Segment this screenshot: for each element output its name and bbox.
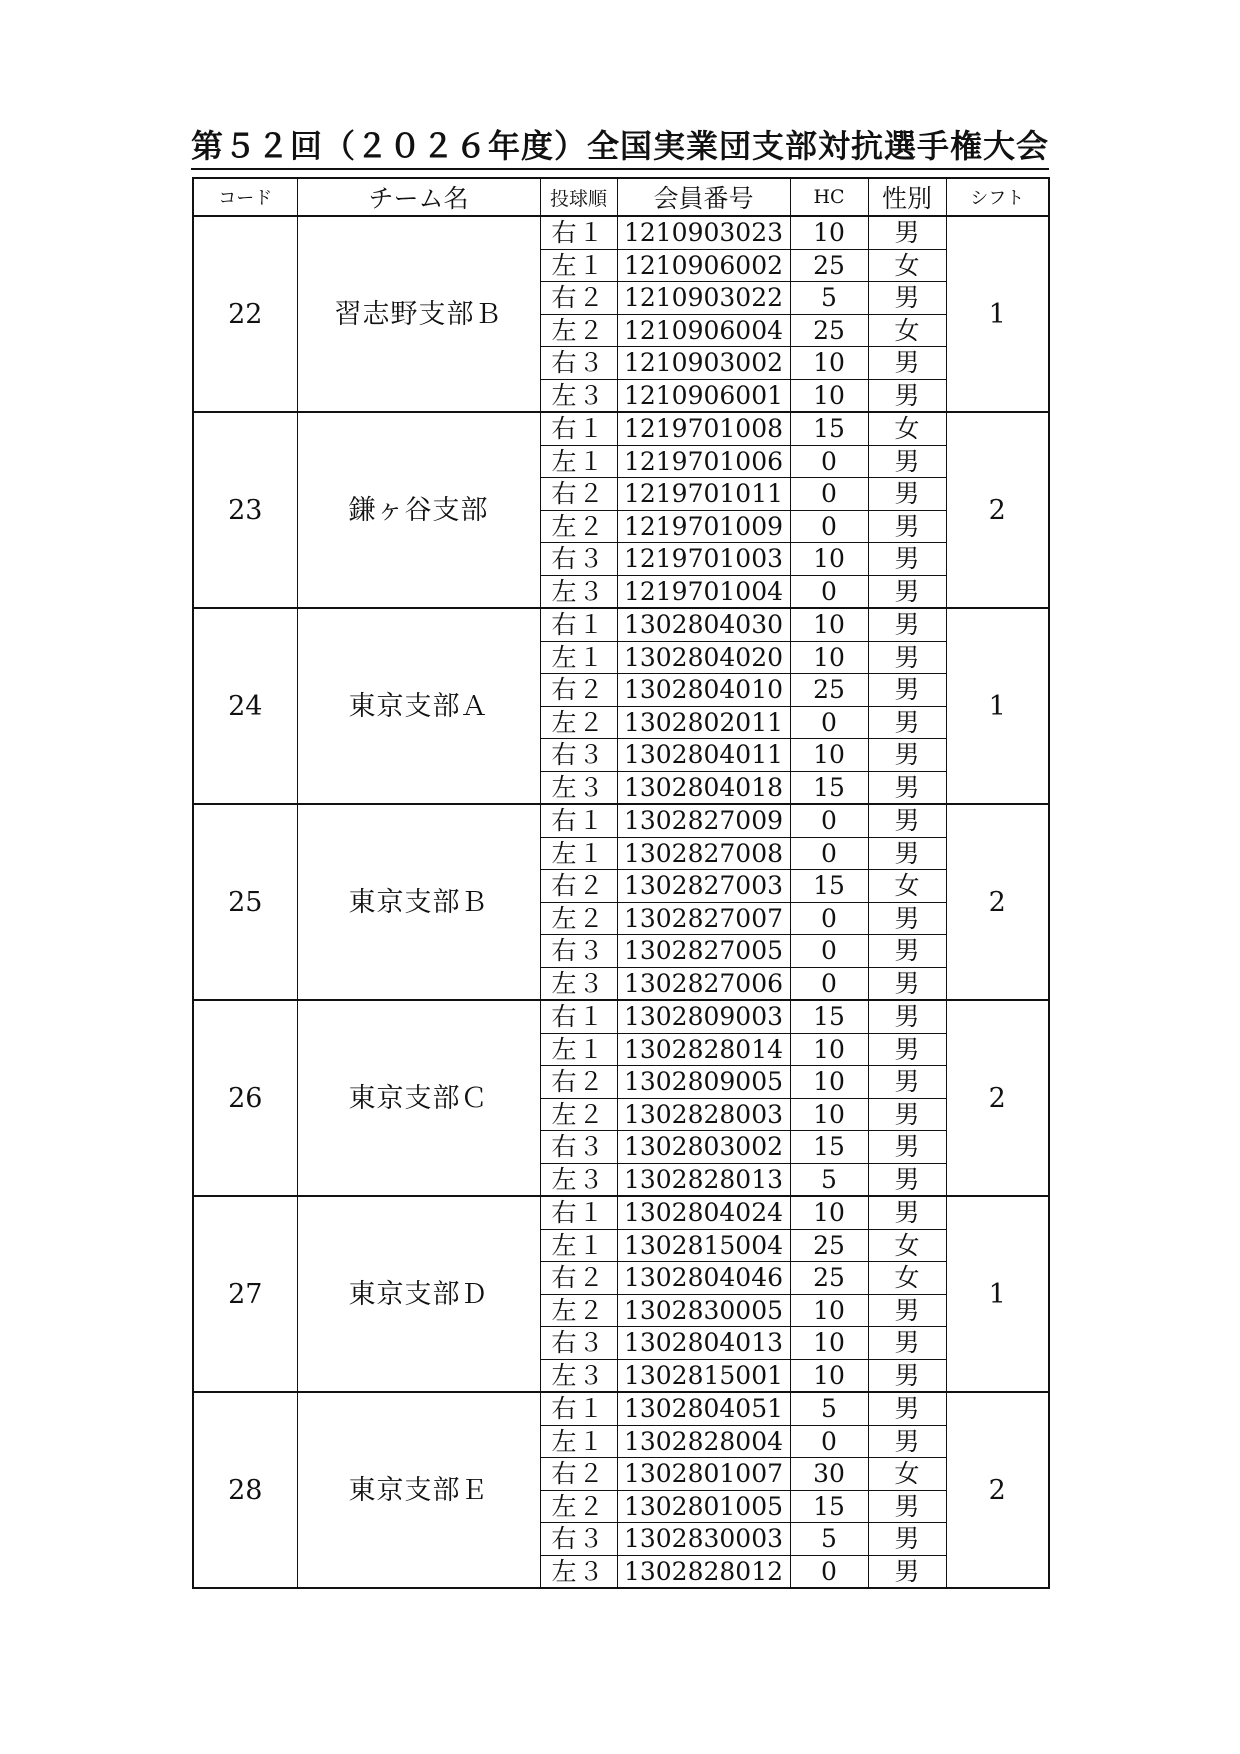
bowling-order: 左１ xyxy=(540,249,617,282)
handicap: 10 xyxy=(790,739,868,772)
gender: 男 xyxy=(868,347,946,380)
shift: 1 xyxy=(946,216,1049,412)
bowling-order: 左２ xyxy=(540,1098,617,1131)
member-number: 1302830003 xyxy=(617,1523,790,1556)
handicap: 0 xyxy=(790,510,868,543)
member-number: 1219701011 xyxy=(617,478,790,511)
bowling-order: 左３ xyxy=(540,575,617,608)
bowling-order: 右３ xyxy=(540,543,617,576)
member-number: 1302815001 xyxy=(617,1359,790,1392)
team-code: 22 xyxy=(193,216,297,412)
bowling-order: 右３ xyxy=(540,739,617,772)
gender: 男 xyxy=(868,804,946,837)
bowling-order: 右２ xyxy=(540,1458,617,1491)
gender: 男 xyxy=(868,837,946,870)
member-number: 1302803002 xyxy=(617,1131,790,1164)
bowling-order: 右３ xyxy=(540,935,617,968)
handicap: 15 xyxy=(790,412,868,445)
team-name: 習志野支部Ｂ xyxy=(297,216,540,412)
header-row xyxy=(193,178,1049,216)
table-row xyxy=(193,608,1049,641)
handicap: 10 xyxy=(790,1327,868,1360)
gender: 男 xyxy=(868,771,946,804)
bowling-order: 左２ xyxy=(540,1490,617,1523)
bowling-order: 左２ xyxy=(540,510,617,543)
shift: 2 xyxy=(946,412,1049,608)
team-code: 26 xyxy=(193,1000,297,1196)
gender: 男 xyxy=(868,282,946,315)
member-number: 1302804051 xyxy=(617,1392,790,1425)
bowling-order: 左３ xyxy=(540,1555,617,1588)
handicap: 10 xyxy=(790,1294,868,1327)
handicap: 0 xyxy=(790,837,868,870)
handicap: 5 xyxy=(790,1163,868,1196)
handicap: 25 xyxy=(790,1229,868,1262)
gender: 男 xyxy=(868,1490,946,1523)
handicap: 25 xyxy=(790,314,868,347)
member-number: 1302828012 xyxy=(617,1555,790,1588)
bowling-order: 右２ xyxy=(540,1066,617,1099)
handicap: 25 xyxy=(790,674,868,707)
handicap: 10 xyxy=(790,1196,868,1229)
member-number: 1302827008 xyxy=(617,837,790,870)
member-number: 1219701009 xyxy=(617,510,790,543)
shift: 1 xyxy=(946,608,1049,804)
member-number: 1302804024 xyxy=(617,1196,790,1229)
gender: 男 xyxy=(868,674,946,707)
bowling-order: 右３ xyxy=(540,1523,617,1556)
team-name: 東京支部Ｄ xyxy=(297,1196,540,1392)
handicap: 15 xyxy=(790,870,868,903)
team-code: 23 xyxy=(193,412,297,608)
member-number: 1219701004 xyxy=(617,575,790,608)
member-number: 1302827007 xyxy=(617,902,790,935)
handicap: 10 xyxy=(790,379,868,412)
bowling-order: 右１ xyxy=(540,1196,617,1229)
bowling-order: 右１ xyxy=(540,412,617,445)
bowling-order: 左１ xyxy=(540,1229,617,1262)
member-number: 1302804020 xyxy=(617,641,790,674)
handicap: 0 xyxy=(790,967,868,1000)
gender: 男 xyxy=(868,478,946,511)
roster-body xyxy=(193,216,1049,1588)
bowling-order: 左２ xyxy=(540,314,617,347)
gender: 男 xyxy=(868,967,946,1000)
header-team: チーム名 xyxy=(297,178,540,216)
handicap: 10 xyxy=(790,216,868,249)
handicap: 10 xyxy=(790,543,868,576)
handicap: 0 xyxy=(790,804,868,837)
gender: 男 xyxy=(868,706,946,739)
bowling-order: 左２ xyxy=(540,1294,617,1327)
team-code: 25 xyxy=(193,804,297,1000)
handicap: 15 xyxy=(790,1000,868,1033)
bowling-order: 右２ xyxy=(540,870,617,903)
handicap: 15 xyxy=(790,1131,868,1164)
roster-table xyxy=(192,177,1050,1589)
member-number: 1210906002 xyxy=(617,249,790,282)
gender: 男 xyxy=(868,1425,946,1458)
handicap: 0 xyxy=(790,445,868,478)
member-number: 1302801005 xyxy=(617,1490,790,1523)
handicap: 5 xyxy=(790,1523,868,1556)
gender: 男 xyxy=(868,1294,946,1327)
member-number: 1302802011 xyxy=(617,706,790,739)
handicap: 0 xyxy=(790,1425,868,1458)
bowling-order: 右３ xyxy=(540,347,617,380)
member-number: 1219701006 xyxy=(617,445,790,478)
bowling-order: 左３ xyxy=(540,379,617,412)
gender: 男 xyxy=(868,739,946,772)
header-hc: HC xyxy=(790,178,868,216)
team-name: 鎌ヶ谷支部 xyxy=(297,412,540,608)
team-name: 東京支部Ａ xyxy=(297,608,540,804)
member-number: 1219701003 xyxy=(617,543,790,576)
page-title xyxy=(0,126,1240,170)
member-number: 1302809003 xyxy=(617,1000,790,1033)
gender: 男 xyxy=(868,1033,946,1066)
bowling-order: 左３ xyxy=(540,1163,617,1196)
member-number: 1302804018 xyxy=(617,771,790,804)
member-number: 1302804046 xyxy=(617,1262,790,1295)
handicap: 10 xyxy=(790,1359,868,1392)
handicap: 5 xyxy=(790,282,868,315)
team-name: 東京支部Ｂ xyxy=(297,804,540,1000)
member-number: 1210903022 xyxy=(617,282,790,315)
bowling-order: 右２ xyxy=(540,1262,617,1295)
gender: 男 xyxy=(868,379,946,412)
gender: 男 xyxy=(868,935,946,968)
header-gender: 性別 xyxy=(868,178,946,216)
handicap: 10 xyxy=(790,608,868,641)
member-number: 1302827006 xyxy=(617,967,790,1000)
bowling-order: 右１ xyxy=(540,1000,617,1033)
gender: 男 xyxy=(868,543,946,576)
member-number: 1302827003 xyxy=(617,870,790,903)
gender: 男 xyxy=(868,902,946,935)
gender: 女 xyxy=(868,249,946,282)
gender: 男 xyxy=(868,445,946,478)
table-row xyxy=(193,1000,1049,1033)
bowling-order: 左１ xyxy=(540,1033,617,1066)
bowling-order: 右２ xyxy=(540,478,617,511)
handicap: 0 xyxy=(790,478,868,511)
gender: 男 xyxy=(868,1196,946,1229)
table-row xyxy=(193,412,1049,445)
member-number: 1302804011 xyxy=(617,739,790,772)
bowling-order: 左２ xyxy=(540,902,617,935)
bowling-order: 右２ xyxy=(540,674,617,707)
handicap: 5 xyxy=(790,1392,868,1425)
member-number: 1302827009 xyxy=(617,804,790,837)
bowling-order: 左１ xyxy=(540,445,617,478)
table-row xyxy=(193,804,1049,837)
page-title-text: 第５２回（２０２６年度）全国実業団支部対抗選手権大会 xyxy=(191,126,1049,170)
gender: 男 xyxy=(868,1066,946,1099)
handicap: 15 xyxy=(790,771,868,804)
handicap: 25 xyxy=(790,1262,868,1295)
member-number: 1302828004 xyxy=(617,1425,790,1458)
gender: 女 xyxy=(868,314,946,347)
team-code: 28 xyxy=(193,1392,297,1588)
member-number: 1210903002 xyxy=(617,347,790,380)
team-code: 27 xyxy=(193,1196,297,1392)
bowling-order: 左１ xyxy=(540,1425,617,1458)
handicap: 30 xyxy=(790,1458,868,1491)
bowling-order: 右３ xyxy=(540,1131,617,1164)
handicap: 0 xyxy=(790,575,868,608)
bowling-order: 左３ xyxy=(540,967,617,1000)
member-number: 1210906004 xyxy=(617,314,790,347)
member-number: 1302828003 xyxy=(617,1098,790,1131)
bowling-order: 左３ xyxy=(540,771,617,804)
team-name: 東京支部Ｃ xyxy=(297,1000,540,1196)
gender: 女 xyxy=(868,1229,946,1262)
header-member: 会員番号 xyxy=(617,178,790,216)
handicap: 0 xyxy=(790,902,868,935)
handicap: 0 xyxy=(790,935,868,968)
gender: 男 xyxy=(868,1523,946,1556)
gender: 男 xyxy=(868,641,946,674)
gender: 男 xyxy=(868,1000,946,1033)
shift: 2 xyxy=(946,804,1049,1000)
handicap: 25 xyxy=(790,249,868,282)
handicap: 15 xyxy=(790,1490,868,1523)
table-row xyxy=(193,1392,1049,1425)
member-number: 1302801007 xyxy=(617,1458,790,1491)
member-number: 1302804013 xyxy=(617,1327,790,1360)
member-number: 1302804010 xyxy=(617,674,790,707)
bowling-order: 右１ xyxy=(540,1392,617,1425)
team-name: 東京支部Ｅ xyxy=(297,1392,540,1588)
gender: 女 xyxy=(868,412,946,445)
handicap: 10 xyxy=(790,1098,868,1131)
member-number: 1302828013 xyxy=(617,1163,790,1196)
bowling-order: 右１ xyxy=(540,216,617,249)
handicap: 10 xyxy=(790,1033,868,1066)
handicap: 0 xyxy=(790,1555,868,1588)
gender: 男 xyxy=(868,510,946,543)
gender: 女 xyxy=(868,870,946,903)
handicap: 0 xyxy=(790,706,868,739)
member-number: 1302815004 xyxy=(617,1229,790,1262)
bowling-order: 右２ xyxy=(540,282,617,315)
handicap: 10 xyxy=(790,347,868,380)
member-number: 1302828014 xyxy=(617,1033,790,1066)
handicap: 10 xyxy=(790,1066,868,1099)
gender: 男 xyxy=(868,1131,946,1164)
team-code: 24 xyxy=(193,608,297,804)
table-row xyxy=(193,216,1049,249)
member-number: 1302804030 xyxy=(617,608,790,641)
gender: 男 xyxy=(868,1327,946,1360)
gender: 男 xyxy=(868,216,946,249)
bowling-order: 右３ xyxy=(540,1327,617,1360)
member-number: 1210906001 xyxy=(617,379,790,412)
gender: 男 xyxy=(868,1555,946,1588)
header-order: 投球順 xyxy=(540,178,617,216)
bowling-order: 左２ xyxy=(540,706,617,739)
shift: 2 xyxy=(946,1392,1049,1588)
member-number: 1302830005 xyxy=(617,1294,790,1327)
gender: 男 xyxy=(868,1359,946,1392)
gender: 男 xyxy=(868,1098,946,1131)
member-number: 1302809005 xyxy=(617,1066,790,1099)
bowling-order: 左１ xyxy=(540,837,617,870)
header-shift: シフト xyxy=(946,178,1049,216)
member-number: 1210903023 xyxy=(617,216,790,249)
gender: 女 xyxy=(868,1458,946,1491)
shift: 1 xyxy=(946,1196,1049,1392)
table-row xyxy=(193,1196,1049,1229)
shift: 2 xyxy=(946,1000,1049,1196)
gender: 女 xyxy=(868,1262,946,1295)
bowling-order: 右１ xyxy=(540,608,617,641)
header-code: コード xyxy=(193,178,297,216)
gender: 男 xyxy=(868,1392,946,1425)
bowling-order: 左１ xyxy=(540,641,617,674)
gender: 男 xyxy=(868,575,946,608)
member-number: 1219701008 xyxy=(617,412,790,445)
member-number: 1302827005 xyxy=(617,935,790,968)
bowling-order: 右１ xyxy=(540,804,617,837)
gender: 男 xyxy=(868,608,946,641)
handicap: 10 xyxy=(790,641,868,674)
gender: 男 xyxy=(868,1163,946,1196)
bowling-order: 左３ xyxy=(540,1359,617,1392)
